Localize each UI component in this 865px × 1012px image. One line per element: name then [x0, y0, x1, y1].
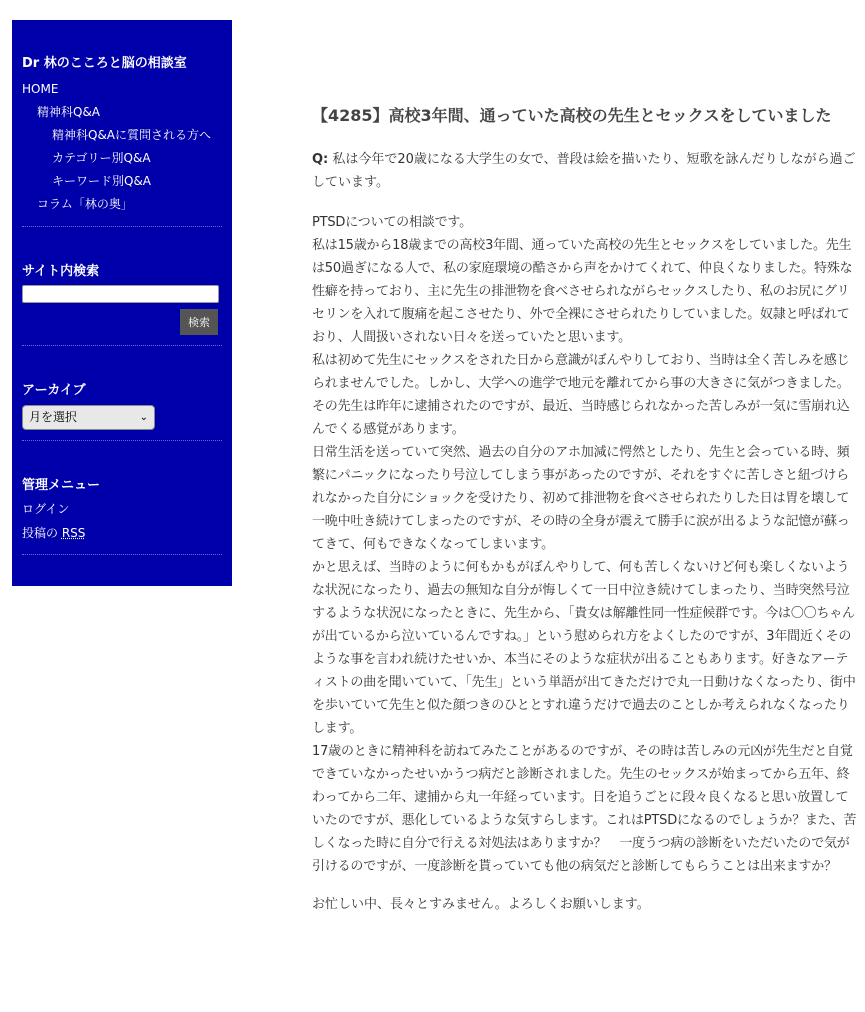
site-title[interactable]: Dr 林のこころと脳の相談室 [22, 56, 187, 71]
question-paragraph: 私は15歳から18歳までの高校3年間、通っていた高校の先生とセックスをしていました。先生は50過ぎになる人で、私の家庭環境の酷さから声をかけてくれて、仲良くなりました。特殊な性癖を持っており、主に先生の排泄物を食べさせられながらセックスしたり、私のお尻にグリセリンを入れて腹痛を起こさせたり、外で全裸にさせられたりしていました。奴隷と呼ばれており、人間扱いされない日々を送っていたと思います。 [312, 238, 853, 345]
archive-select[interactable] [22, 405, 155, 430]
nav-item-qa-guide[interactable]: 精神科Q&Aに質問される方へ [52, 128, 212, 142]
login-link[interactable]: ログイン [22, 502, 70, 516]
nav-item-psychiatry-qa[interactable]: 精神科Q&A [37, 105, 101, 119]
post-title: 【4285】高校3年間、通っていた高校の先生とセックスをしていました [312, 106, 832, 125]
sidebar [12, 20, 232, 586]
search-input[interactable] [22, 285, 219, 303]
nav-item-column[interactable]: コラム「林の奥」 [37, 197, 133, 211]
question-paragraph: 私は初めて先生にセックスをされた日から意識がぼんやりしており、当時は全く苦しみを感じられませんでした。しかし、大学への進学で地元を離れてから事の大きさに気がつきました。その先生は昨年に逮捕されたのですが、最近、当時感じられなかった苦しみが一気に雪崩れ込んでくる感覚があります。 [312, 353, 850, 437]
divider [22, 554, 222, 555]
sidebar-nav [22, 80, 222, 218]
divider [22, 440, 222, 441]
question-paragraph: かと思えば、当時のように何もかもがぼんやりして、何も苦しくないけど何も楽しくないような状況になったり、過去の無知な自分が悔しくて一日中泣き続けてしまったり、当時突然号泣するような状況になったときに、先生から、「貴女は解離性同一性症候群です。今は〇〇ちゃんが出ているから泣いているんですね。」という慰められ方をよくしたのですが、3年間近くそのような事を言われ続けたせいか、本当にそのような症状が出ることもあります。好きなアーティストの曲を聞いていて、「先生」という単語が出てきただけで丸一日動けなくなったり、街中を歩いていて先生と似た顔つきのひととすれ違うだけで過去のことしか考えられなくなったりします。 [312, 560, 856, 736]
admin-links [22, 500, 85, 548]
question-closing: お忙しい中、長々とすみません。よろしくお願いします。 [312, 897, 650, 912]
question-paragraph: 日常生活を送っていて突然、過去の自分のアホ加減に愕然としたり、先生と会っている時、頻繁にパニックになったり号泣してしまう事があったのですが、それをすぐに苦しさと紐づけられなかった自分にショックを受けたり、初めて排泄物を食べさせられたりした日は胃を壊して一晩中吐き続けてしまったのですが、その時の全身が震えて勝手に涙が出るような記憶が蘇ってきて、何もできなくなってしまいます。 [312, 445, 850, 552]
question-paragraph: PTSDについての相談です。 [312, 215, 472, 230]
question-body [312, 211, 857, 878]
search-button[interactable]: 検索 [180, 309, 218, 335]
divider [22, 345, 222, 346]
nav-item-home[interactable]: HOME [22, 82, 59, 96]
question-paragraph: 17歳のときに精神科を訪ねてみたことがあるのですが、その時は苦しみの元凶が先生だと自覚できていなかったせいかうつ病だと診断されました。先生のセックスが始まってから五年、終わってから二年、逮捕から丸一年経っています。日を追うごとに段々良くなると思い放置していたのですが、悪化しているような気すらします。これはPTSDになるのでしょうか？また、苦しくなった時に自分で行える対処法はありますか？ 一度うつ病の診断をいただいたので気が引けるのですが、一度診断を貰っていても他の病気だと診断してもらうことは出来ますか？ [312, 744, 857, 874]
archive-widget-title: アーカイブ [22, 383, 86, 398]
main-content [312, 103, 857, 916]
admin-widget-title: 管理メニュー [22, 478, 101, 493]
question-intro [312, 148, 857, 194]
divider [22, 226, 222, 227]
nav-item-category-qa[interactable]: カテゴリー別Q&A [52, 151, 151, 165]
archive-selected-value: 月を選択 [29, 410, 78, 424]
chevron-down-icon: ⌄ [139, 412, 148, 423]
rss-link[interactable]: 投稿の RSS [22, 526, 86, 540]
question-intro-text: 私は今年で20歳になる大学生の女で、普段は絵を描いたり、短歌を詠んだりしながら過ごしています。 [312, 152, 856, 190]
question-label: Q: [312, 152, 329, 167]
search-widget-title: サイト内検索 [22, 264, 100, 279]
nav-item-keyword-qa[interactable]: キーワード別Q&A [52, 174, 152, 188]
